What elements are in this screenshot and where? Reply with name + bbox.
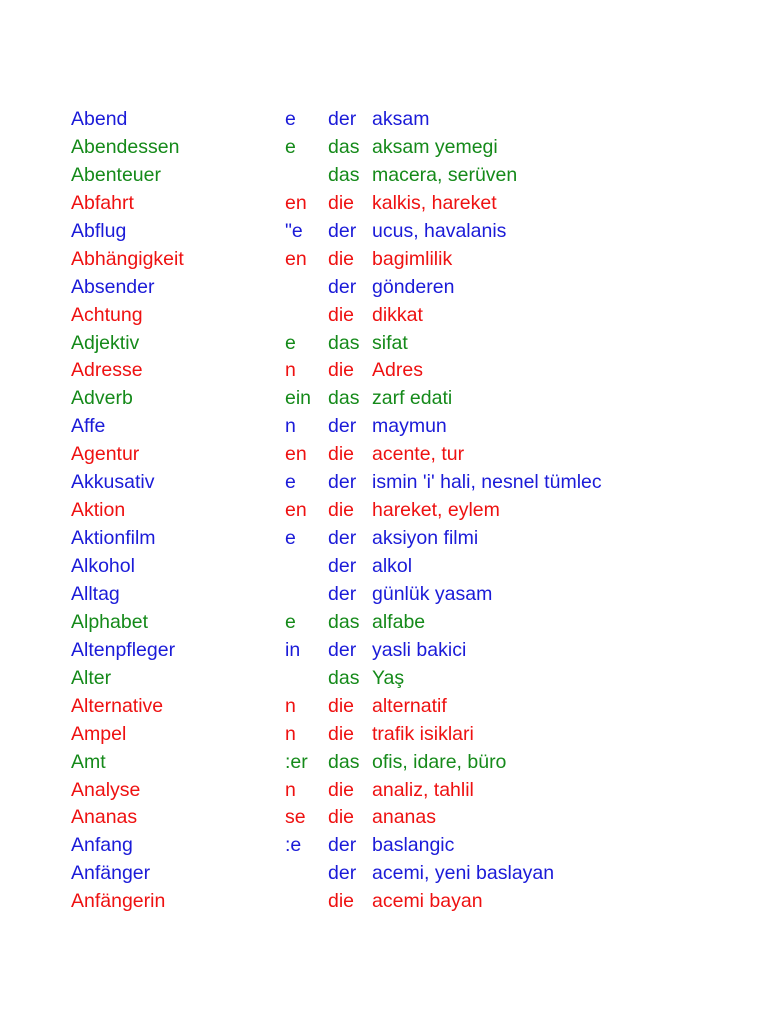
- plural-suffix: "e: [285, 219, 303, 242]
- turkish-translation: alkol: [372, 555, 413, 577]
- plural-suffix: ein: [285, 387, 312, 410]
- turkish-translation: maymun: [372, 415, 447, 438]
- german-word: Anfang: [71, 834, 133, 857]
- article: das: [328, 610, 360, 633]
- german-word: Alter: [71, 666, 112, 689]
- vocab-row: [0, 581, 768, 609]
- article: der: [328, 275, 357, 298]
- german-word: Alkohol: [71, 555, 135, 577]
- article: der: [328, 108, 357, 130]
- german-word: Altenpfleger: [71, 638, 176, 661]
- german-word: Anfängerin: [71, 890, 166, 913]
- german-word: Alternative: [71, 694, 164, 717]
- turkish-translation: sifat: [372, 331, 408, 354]
- turkish-translation: acemi bayan: [372, 890, 483, 913]
- vocab-row: [0, 609, 768, 637]
- german-word: Amt: [71, 750, 106, 773]
- article: der: [328, 862, 357, 885]
- article: die: [328, 303, 355, 326]
- article: die: [328, 778, 355, 801]
- german-word: Abenteuer: [71, 163, 161, 186]
- vocab-row: [0, 469, 768, 497]
- plural-suffix: en: [285, 247, 307, 270]
- plural-suffix: n: [285, 359, 296, 382]
- plural-suffix: :er: [285, 750, 308, 773]
- german-word: Akkusativ: [71, 471, 155, 494]
- german-word: Alltag: [71, 582, 120, 605]
- turkish-translation: aksam: [372, 108, 430, 130]
- turkish-translation: ananas: [372, 806, 436, 829]
- turkish-translation: gönderen: [372, 275, 455, 298]
- german-word: Abfahrt: [71, 191, 134, 214]
- turkish-translation: Yaş: [372, 666, 405, 689]
- german-word: Abendessen: [71, 135, 180, 158]
- vocab-row: [0, 413, 768, 441]
- plural-suffix: e: [285, 135, 296, 158]
- vocab-row: [0, 777, 768, 805]
- plural-suffix: en: [285, 499, 307, 522]
- vocab-row: [0, 832, 768, 860]
- turkish-translation: analiz, tahlil: [372, 778, 474, 801]
- plural-suffix: in: [285, 638, 301, 661]
- german-word: Abend: [71, 108, 128, 130]
- turkish-translation: trafik isiklari: [372, 722, 474, 745]
- plural-suffix: e: [285, 610, 296, 633]
- article: das: [328, 331, 360, 354]
- vocabulary-list: [0, 106, 768, 916]
- vocab-row: [0, 665, 768, 693]
- article: der: [328, 638, 357, 661]
- turkish-translation: günlük yasam: [372, 582, 493, 605]
- article: der: [328, 471, 357, 494]
- vocab-row: [0, 218, 768, 246]
- turkish-translation: ofis, idare, büro: [372, 750, 507, 773]
- plural-suffix: n: [285, 778, 296, 801]
- article: der: [328, 582, 357, 605]
- vocab-row: [0, 357, 768, 385]
- article: die: [328, 694, 355, 717]
- vocab-row: [0, 106, 768, 134]
- vocab-row: [0, 330, 768, 358]
- vocab-row: [0, 804, 768, 832]
- german-word: Adjektiv: [71, 331, 140, 354]
- german-word: Adverb: [71, 387, 133, 410]
- vocab-row: [0, 525, 768, 553]
- german-word: Anfänger: [71, 862, 151, 885]
- article: das: [328, 163, 360, 186]
- turkish-translation: acente, tur: [372, 443, 465, 466]
- article: die: [328, 359, 355, 382]
- plural-suffix: n: [285, 415, 296, 438]
- article: die: [328, 890, 355, 913]
- article: die: [328, 499, 355, 522]
- article: die: [328, 247, 355, 270]
- turkish-translation: Adres: [372, 359, 423, 382]
- german-word: Ampel: [71, 722, 127, 745]
- vocab-row: [0, 385, 768, 413]
- plural-suffix: en: [285, 191, 307, 214]
- turkish-translation: bagimlilik: [372, 247, 453, 270]
- turkish-translation: acemi, yeni baslayan: [372, 862, 555, 885]
- plural-suffix: e: [285, 527, 296, 550]
- article: das: [328, 387, 360, 410]
- article: der: [328, 834, 357, 857]
- vocab-row: [0, 162, 768, 190]
- article: der: [328, 219, 357, 242]
- article: das: [328, 750, 360, 773]
- german-word: Absender: [71, 275, 155, 298]
- plural-suffix: n: [285, 694, 296, 717]
- vocab-row: [0, 888, 768, 916]
- vocab-row: [0, 134, 768, 162]
- turkish-translation: ucus, havalanis: [372, 219, 507, 242]
- german-word: Agentur: [71, 443, 140, 466]
- turkish-translation: alternatif: [372, 694, 447, 717]
- german-word: Abflug: [71, 219, 127, 242]
- turkish-translation: dikkat: [372, 303, 423, 326]
- german-word: Abhängigkeit: [71, 247, 184, 270]
- article: das: [328, 135, 360, 158]
- turkish-translation: kalkis, hareket: [372, 191, 497, 214]
- vocab-row: [0, 441, 768, 469]
- vocab-row: [0, 721, 768, 749]
- plural-suffix: e: [285, 331, 296, 354]
- turkish-translation: aksam yemegi: [372, 135, 498, 158]
- turkish-translation: ismin 'i' hali, nesnel tümlec: [372, 471, 602, 494]
- article: die: [328, 443, 355, 466]
- article: der: [328, 527, 357, 550]
- article: das: [328, 666, 360, 689]
- article: die: [328, 191, 355, 214]
- turkish-translation: macera, serüven: [372, 163, 518, 186]
- turkish-translation: zarf edati: [372, 387, 453, 410]
- plural-suffix: e: [285, 471, 296, 494]
- german-word: Ananas: [71, 806, 138, 829]
- vocab-row: [0, 749, 768, 777]
- turkish-translation: yasli bakici: [372, 638, 467, 661]
- plural-suffix: en: [285, 443, 307, 466]
- turkish-translation: aksiyon filmi: [372, 527, 479, 550]
- german-word: Adresse: [71, 359, 143, 382]
- vocab-row: [0, 246, 768, 274]
- german-word: Analyse: [71, 778, 141, 801]
- vocab-row: [0, 274, 768, 302]
- plural-suffix: :e: [285, 834, 302, 857]
- turkish-translation: hareket, eylem: [372, 499, 500, 522]
- vocab-row: [0, 637, 768, 665]
- article: die: [328, 806, 355, 829]
- german-word: Aktionfilm: [71, 527, 156, 550]
- turkish-translation: baslangic: [372, 834, 455, 857]
- article: der: [328, 415, 357, 438]
- german-word: Aktion: [71, 499, 126, 522]
- article: die: [328, 722, 355, 745]
- vocab-row: [0, 693, 768, 721]
- vocab-row: [0, 553, 768, 581]
- vocab-row: [0, 302, 768, 330]
- german-word: Affe: [71, 415, 106, 438]
- german-word: Achtung: [71, 303, 143, 326]
- turkish-translation: alfabe: [372, 610, 426, 633]
- vocab-row: [0, 497, 768, 525]
- vocab-row: [0, 190, 768, 218]
- plural-suffix: se: [285, 806, 306, 829]
- german-word: Alphabet: [71, 610, 148, 633]
- plural-suffix: n: [285, 722, 296, 745]
- article: der: [328, 555, 357, 577]
- plural-suffix: e: [285, 108, 296, 130]
- vocab-row: [0, 860, 768, 888]
